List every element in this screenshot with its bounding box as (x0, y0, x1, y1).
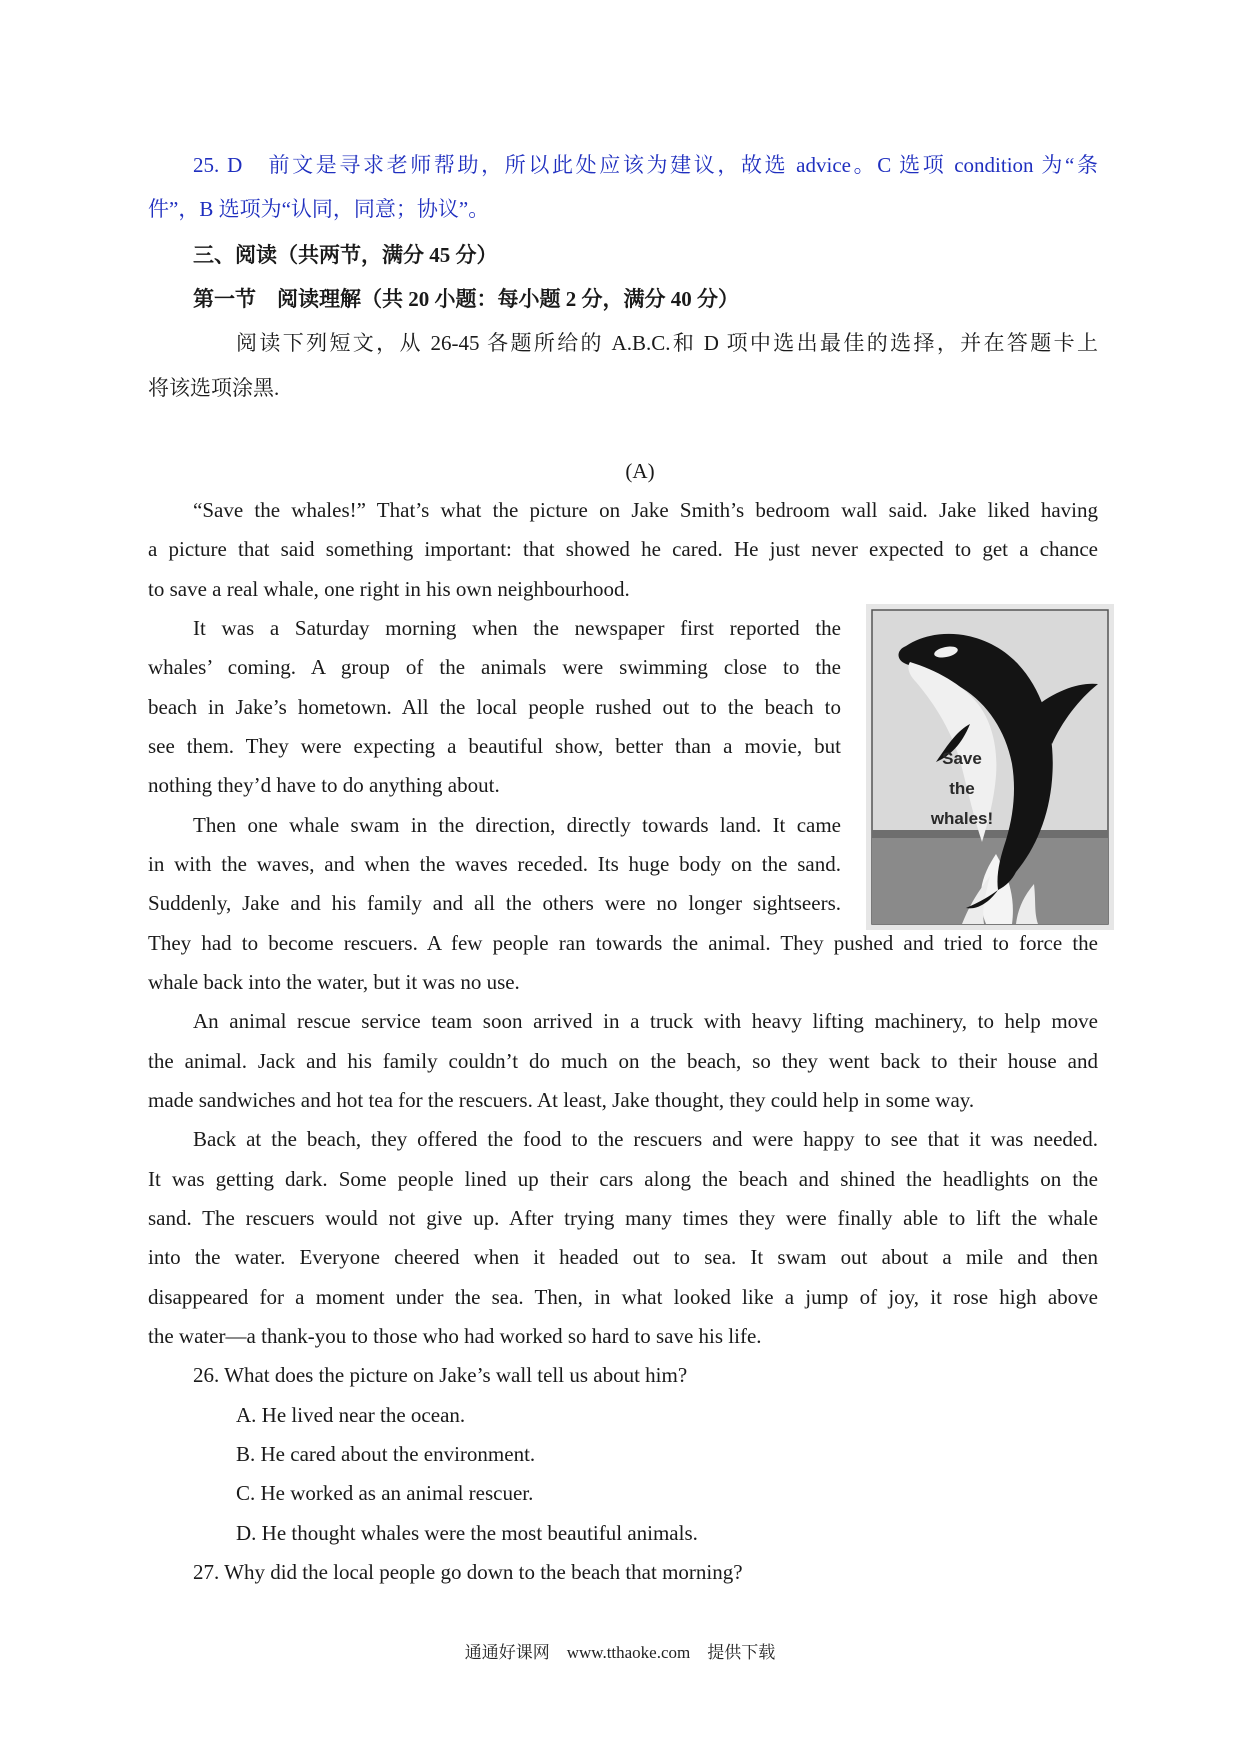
poster-caption-line-1: Save (942, 749, 982, 768)
passage-line: see them. They were expecting a beautiful show, better than a movie, but (148, 734, 841, 758)
poster-caption-line-2: the (949, 779, 975, 798)
passage-line: It was a Saturday morning when the newspaper first reported the (193, 616, 841, 640)
passage-line: whale back into the water, but it was no use. (148, 970, 520, 994)
section-heading: 三、阅读（共两节，满分 45 分） (193, 243, 498, 267)
passage-line: the water—a thank-you to those who had worked so hard to save his life. (148, 1324, 762, 1348)
answer-explanation-line-2: 件”，B 选项为“认同，同意；协议”。 (148, 197, 490, 221)
passage-line: Suddenly, Jake and his family and all the others were no longer sightseers. (148, 891, 841, 915)
question-27: 27. Why did the local people go down to the beach that morning? (193, 1560, 743, 1584)
question-26-option-c: C. He worked as an animal rescuer. (236, 1481, 534, 1505)
passage-line: Then one whale swam in the direction, directly towards land. It came (193, 813, 841, 837)
passage-line: disappeared for a moment under the sea. Then, in what looked like a jump of joy, it rose high above (148, 1285, 1098, 1309)
instruction-line-2: 将该选项涂黑. (148, 376, 280, 400)
question-26-option-b: B. He cared about the environment. (236, 1442, 536, 1466)
answer-explanation-line-1: 25. D 前文是寻求老师帮助，所以此处应该为建议，故选 advice。C 选项 condition 为“条 (193, 153, 1098, 177)
passage-line: beach in Jake’s hometown. All the local people rushed out to the beach to (148, 695, 841, 719)
question-26-option-a: A. He lived near the ocean. (236, 1403, 466, 1427)
passage-line: They had to become rescuers. A few people ran towards the animal. They pushed and tried to force the (148, 931, 1098, 955)
question-26: 26. What does the picture on Jake’s wall tell us about him? (193, 1363, 688, 1387)
passage-line: made sandwiches and hot tea for the rescuers. At least, Jake thought, they could help in some way. (148, 1088, 975, 1112)
page-footer: 通通好课网 www.tthaoke.com 提供下载 (464, 1643, 776, 1662)
question-26-option-d: D. He thought whales were the most beautiful animals. (236, 1521, 698, 1545)
poster-caption-line-3: whales! (930, 809, 994, 828)
passage-line: It was getting dark. Some people lined up their cars along the beach and shined the headlights on the (148, 1167, 1098, 1191)
passage-line: in with the waves, and when the waves receded. Its huge body on the sand. (148, 852, 841, 876)
passage-line: sand. The rescuers would not give up. After trying many times they were finally able to lift the whale (148, 1206, 1098, 1230)
passage-line: Back at the beach, they offered the food to the rescuers and were happy to see that it was needed. (193, 1127, 1098, 1151)
passage-line: nothing they’d have to do anything about. (148, 773, 500, 797)
passage-label: (A) (625, 459, 655, 483)
passage-line: to save a real whale, one right in his own neighbourhood. (148, 577, 630, 601)
passage-line: whales’ coming. A group of the animals were swimming close to the (148, 655, 841, 679)
passage-line: into the water. Everyone cheered when it headed out to sea. It swam out about a mile and then (148, 1245, 1098, 1269)
part-heading: 第一节 阅读理解（共 20 小题：每小题 2 分，满分 40 分） (193, 287, 739, 311)
instruction-line-1: 阅读下列短文，从 26-45 各题所给的 A.B.C.和 D 项中选出最佳的选择，并在答题卡上 (236, 331, 1098, 355)
passage-line: the animal. Jack and his family couldn’t do much on the beach, so they went back to their house and (148, 1049, 1098, 1073)
passage-line: “Save the whales!” That’s what the picture on Jake Smith’s bedroom wall said. Jake liked having (193, 498, 1098, 522)
whale-poster-image (866, 604, 1114, 930)
passage-line: a picture that said something important: that showed he cared. He just never expected to get a chance (148, 537, 1098, 561)
passage-line: An animal rescue service team soon arrived in a truck with heavy lifting machinery, to help move (193, 1009, 1098, 1033)
